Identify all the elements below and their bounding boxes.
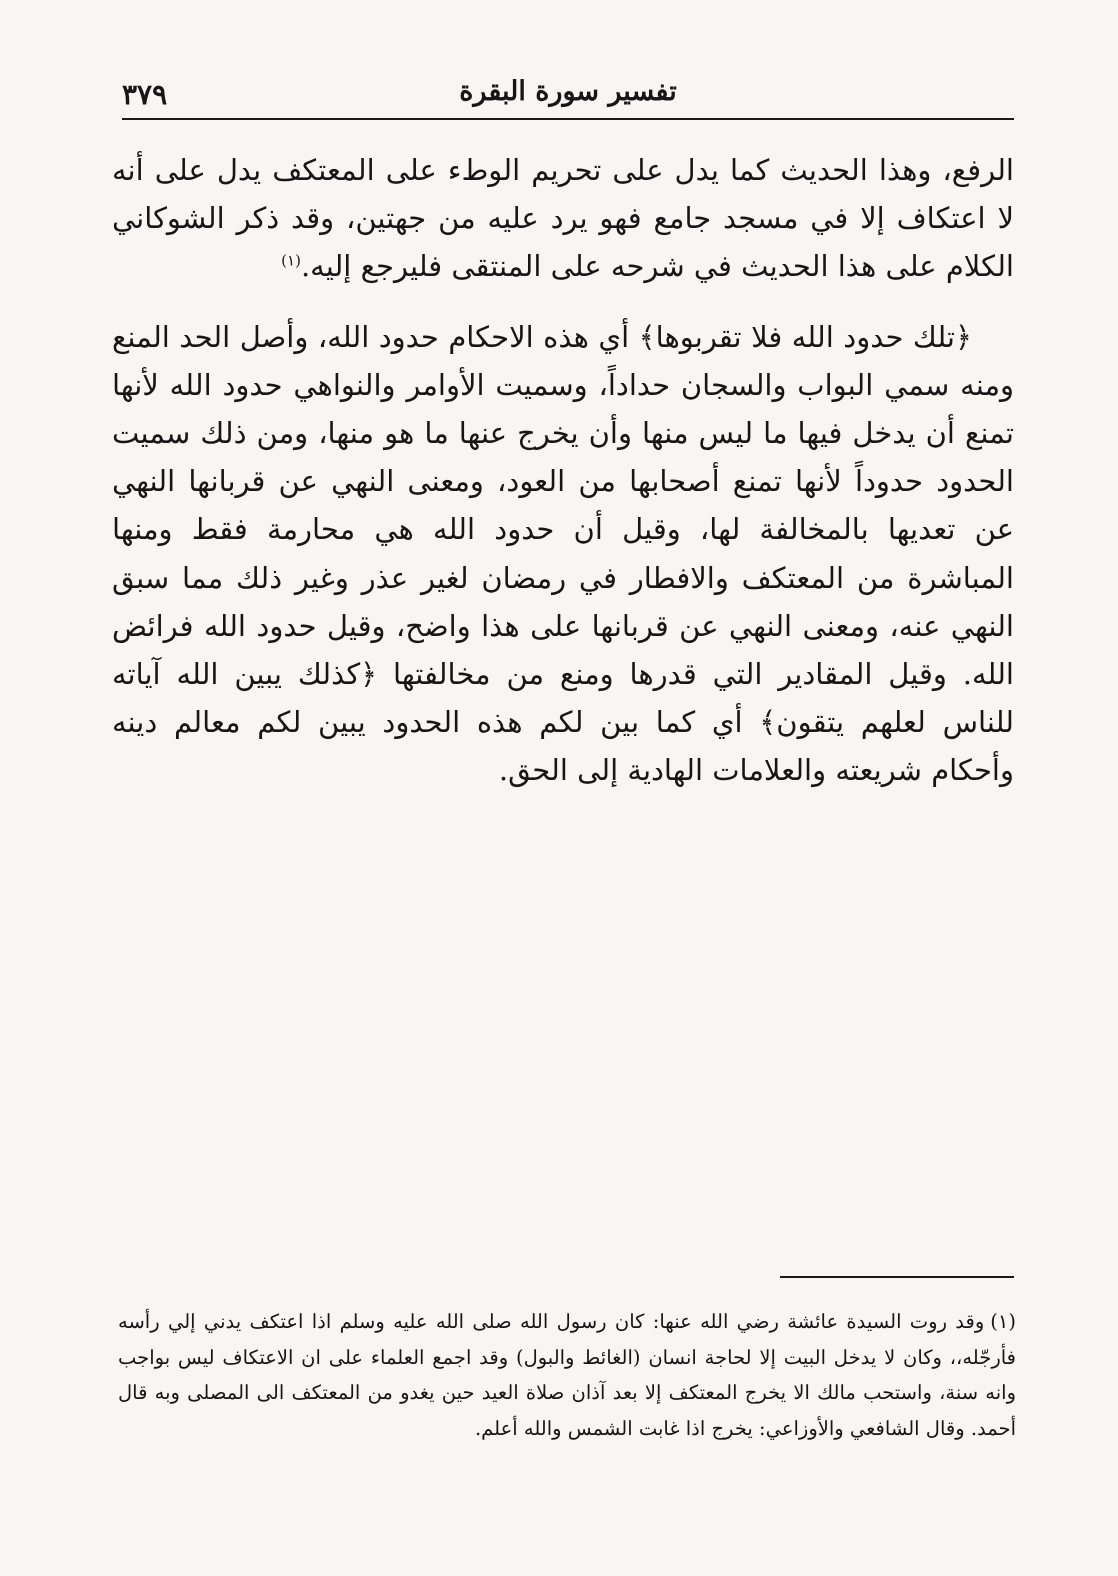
footnote-marker: (١) <box>990 1310 1016 1333</box>
running-title: تفسير سورة البقرة <box>459 76 677 107</box>
paragraph-1 <box>112 146 1014 291</box>
paragraph-2 <box>112 313 1014 795</box>
footnote <box>118 1304 1016 1446</box>
paragraph-1-text: الرفع، وهذا الحديث كما يدل على تحريم الوطء على المعتكف يدل على أنه لا اعتكاف إلا في مسجد جامع فهو يرد عليه من جهتين، وقد ذكر الشوكاني الكلام على هذا الحديث في شرحه على المنتقى فليرجع إليه. <box>112 153 1014 284</box>
footnote-reference[interactable]: (١) <box>281 251 301 270</box>
page-header <box>118 72 1018 116</box>
footnote-rule <box>780 1276 1014 1278</box>
paragraph-2-text: ﴿تلك حدود الله فلا تقربوها﴾ أي هذه الاحكام حدود الله، وأصل الحد المنع ومنه سمي البواب والسجان حداداً، وسميت الأوامر والنواهي حدود الله لأنها تمنع أن يدخل فيها ما ليس منها وأن يخرج عنها ما هو منها، ومن ذلك سميت الحدود حدوداً لأنها تمنع أصحابها من العود، ومعنى النهي عن قربانها النهي عن تعديها بالمخالفة لها، وقيل أن حدود الله هي محارمة فقط ومنها المباشرة من المعتكف والافطار في رمضان لغير عذر وغير ذلك مما سبق النهي عنه، ومعنى النهي عن قربانها على هذا واضح، وقيل حدود الله فرائض الله. وقيل المقادير التي قدرها ومنع من مخالفتها ﴿كذلك يبين الله آياته للناس لعلهم يتقون﴾ أي كما بين لكم هذه الحدود يبين لكم معالم دينه وأحكام شريعته والعلامات الهادية إلى الحق. <box>112 319 1014 788</box>
main-text <box>112 146 1014 795</box>
footnote-text: وقد روت السيدة عائشة رضي الله عنها: كان رسول الله صلى الله عليه وسلم اذا اعتكف يدني إلي رأسه فأرجّله،، وكان لا يدخل البيت إلا لحاجة انسان (الغائط والبول) وقد اجمع العلماء على ان الاعتكاف ليس بواجب وانه سنة، واستحب مالك الا يخرج المعتكف إلا بعد آذان صلاة العيد حين يغدو من المعتكف الى المصلى وبه قال أحمد. وقال الشافعي والأوزاعي: يخرج اذا غابت الشمس والله أعلم. <box>118 1310 1016 1440</box>
header-rule <box>122 118 1014 120</box>
page-number: ٣٧٩ <box>122 78 168 111</box>
